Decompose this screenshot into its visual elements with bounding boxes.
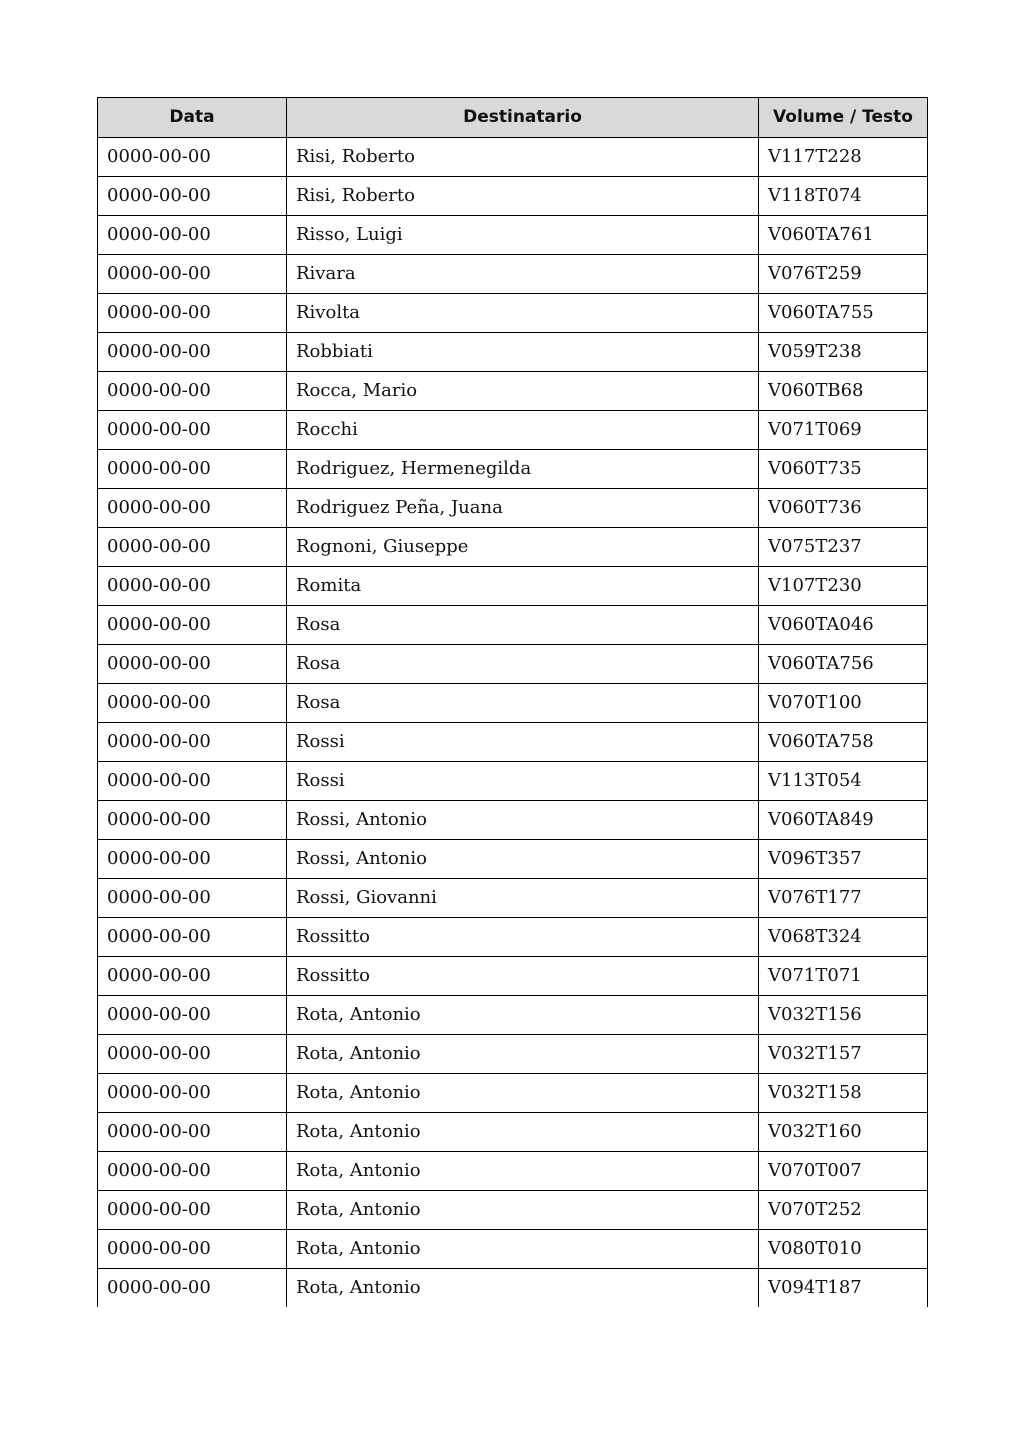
cell-volume: V032T160 — [759, 1113, 928, 1152]
cell-date: 0000-00-00 — [98, 645, 287, 684]
cell-recipient: Rosa — [287, 684, 759, 723]
cell-date: 0000-00-00 — [98, 1035, 287, 1074]
cell-recipient: Rosa — [287, 645, 759, 684]
cell-recipient: Rossi — [287, 723, 759, 762]
cell-date: 0000-00-00 — [98, 801, 287, 840]
table-row — [98, 567, 928, 606]
table-row — [98, 1074, 928, 1113]
table-row — [98, 372, 928, 411]
table-row — [98, 255, 928, 294]
table-row — [98, 177, 928, 216]
cell-volume: V094T187 — [759, 1269, 928, 1308]
table-row — [98, 1035, 928, 1074]
cell-volume: V060TA756 — [759, 645, 928, 684]
table-row — [98, 762, 928, 801]
cell-recipient: Rossi — [287, 762, 759, 801]
table-row — [98, 1230, 928, 1269]
cell-recipient: Rivara — [287, 255, 759, 294]
table-row — [98, 918, 928, 957]
table-row — [98, 411, 928, 450]
cell-recipient: Rossitto — [287, 957, 759, 996]
header-row — [98, 98, 928, 138]
table-row — [98, 801, 928, 840]
table-row — [98, 723, 928, 762]
cell-recipient: Robbiati — [287, 333, 759, 372]
table-row — [98, 489, 928, 528]
cell-recipient: Risi, Roberto — [287, 177, 759, 216]
cell-recipient: Rognoni, Giuseppe — [287, 528, 759, 567]
cell-date: 0000-00-00 — [98, 723, 287, 762]
column-header-recipient: Destinatario — [287, 98, 759, 138]
cell-volume: V070T007 — [759, 1152, 928, 1191]
table-row — [98, 528, 928, 567]
table-row — [98, 138, 928, 177]
cell-recipient: Rota, Antonio — [287, 1074, 759, 1113]
cell-date: 0000-00-00 — [98, 255, 287, 294]
table-row — [98, 840, 928, 879]
cell-recipient: Rota, Antonio — [287, 1230, 759, 1269]
cell-date: 0000-00-00 — [98, 762, 287, 801]
cell-recipient: Rodriguez, Hermenegilda — [287, 450, 759, 489]
cell-date: 0000-00-00 — [98, 372, 287, 411]
cell-volume: V060TA761 — [759, 216, 928, 255]
cell-date: 0000-00-00 — [98, 528, 287, 567]
cell-volume: V071T071 — [759, 957, 928, 996]
cell-date: 0000-00-00 — [98, 879, 287, 918]
column-header-date: Data — [98, 98, 287, 138]
cell-date: 0000-00-00 — [98, 294, 287, 333]
cell-date: 0000-00-00 — [98, 996, 287, 1035]
cell-recipient: Risso, Luigi — [287, 216, 759, 255]
cell-volume: V080T010 — [759, 1230, 928, 1269]
cell-volume: V070T100 — [759, 684, 928, 723]
cell-volume: V117T228 — [759, 138, 928, 177]
cell-date: 0000-00-00 — [98, 840, 287, 879]
cell-date: 0000-00-00 — [98, 177, 287, 216]
cell-date: 0000-00-00 — [98, 1191, 287, 1230]
table-row — [98, 957, 928, 996]
table-row — [98, 1152, 928, 1191]
cell-recipient: Rossi, Antonio — [287, 840, 759, 879]
table-row — [98, 606, 928, 645]
cell-volume: V107T230 — [759, 567, 928, 606]
cell-volume: V076T177 — [759, 879, 928, 918]
table-row — [98, 1113, 928, 1152]
cell-volume: V076T259 — [759, 255, 928, 294]
cell-volume: V060TA849 — [759, 801, 928, 840]
cell-volume: V060TA755 — [759, 294, 928, 333]
cell-volume: V032T156 — [759, 996, 928, 1035]
cell-volume: V060TA046 — [759, 606, 928, 645]
cell-recipient: Rocca, Mario — [287, 372, 759, 411]
letters-table — [97, 97, 928, 1307]
table-row — [98, 1269, 928, 1308]
cell-recipient: Rota, Antonio — [287, 1035, 759, 1074]
cell-volume: V032T158 — [759, 1074, 928, 1113]
cell-date: 0000-00-00 — [98, 138, 287, 177]
cell-volume: V060T735 — [759, 450, 928, 489]
cell-date: 0000-00-00 — [98, 567, 287, 606]
cell-recipient: Rota, Antonio — [287, 996, 759, 1035]
cell-volume: V071T069 — [759, 411, 928, 450]
cell-recipient: Rota, Antonio — [287, 1113, 759, 1152]
cell-volume: V070T252 — [759, 1191, 928, 1230]
table-row — [98, 333, 928, 372]
table-row — [98, 684, 928, 723]
cell-date: 0000-00-00 — [98, 1269, 287, 1308]
table-row — [98, 216, 928, 255]
cell-recipient: Rosa — [287, 606, 759, 645]
cell-date: 0000-00-00 — [98, 1152, 287, 1191]
cell-volume: V068T324 — [759, 918, 928, 957]
table-row — [98, 645, 928, 684]
cell-volume: V075T237 — [759, 528, 928, 567]
cell-recipient: Rossitto — [287, 918, 759, 957]
cell-date: 0000-00-00 — [98, 684, 287, 723]
cell-date: 0000-00-00 — [98, 216, 287, 255]
cell-date: 0000-00-00 — [98, 411, 287, 450]
table-body — [98, 138, 928, 1308]
cell-date: 0000-00-00 — [98, 333, 287, 372]
cell-date: 0000-00-00 — [98, 606, 287, 645]
cell-recipient: Rodriguez Peña, Juana — [287, 489, 759, 528]
cell-recipient: Rivolta — [287, 294, 759, 333]
cell-volume: V060T736 — [759, 489, 928, 528]
cell-date: 0000-00-00 — [98, 450, 287, 489]
cell-recipient: Romita — [287, 567, 759, 606]
cell-date: 0000-00-00 — [98, 918, 287, 957]
cell-recipient: Risi, Roberto — [287, 138, 759, 177]
cell-date: 0000-00-00 — [98, 489, 287, 528]
cell-volume: V118T074 — [759, 177, 928, 216]
cell-volume: V059T238 — [759, 333, 928, 372]
cell-date: 0000-00-00 — [98, 1074, 287, 1113]
cell-volume: V096T357 — [759, 840, 928, 879]
cell-date: 0000-00-00 — [98, 1113, 287, 1152]
cell-recipient: Rota, Antonio — [287, 1191, 759, 1230]
cell-volume: V113T054 — [759, 762, 928, 801]
cell-date: 0000-00-00 — [98, 957, 287, 996]
cell-recipient: Rocchi — [287, 411, 759, 450]
table-row — [98, 879, 928, 918]
cell-recipient: Rossi, Antonio — [287, 801, 759, 840]
column-header-volume: Volume / Testo — [759, 98, 928, 138]
cell-recipient: Rossi, Giovanni — [287, 879, 759, 918]
table-row — [98, 450, 928, 489]
cell-volume: V060TB68 — [759, 372, 928, 411]
cell-date: 0000-00-00 — [98, 1230, 287, 1269]
cell-recipient: Rota, Antonio — [287, 1152, 759, 1191]
table-row — [98, 1191, 928, 1230]
table-header — [98, 98, 928, 138]
table-row — [98, 996, 928, 1035]
cell-volume: V032T157 — [759, 1035, 928, 1074]
table-row — [98, 294, 928, 333]
cell-volume: V060TA758 — [759, 723, 928, 762]
cell-recipient: Rota, Antonio — [287, 1269, 759, 1308]
